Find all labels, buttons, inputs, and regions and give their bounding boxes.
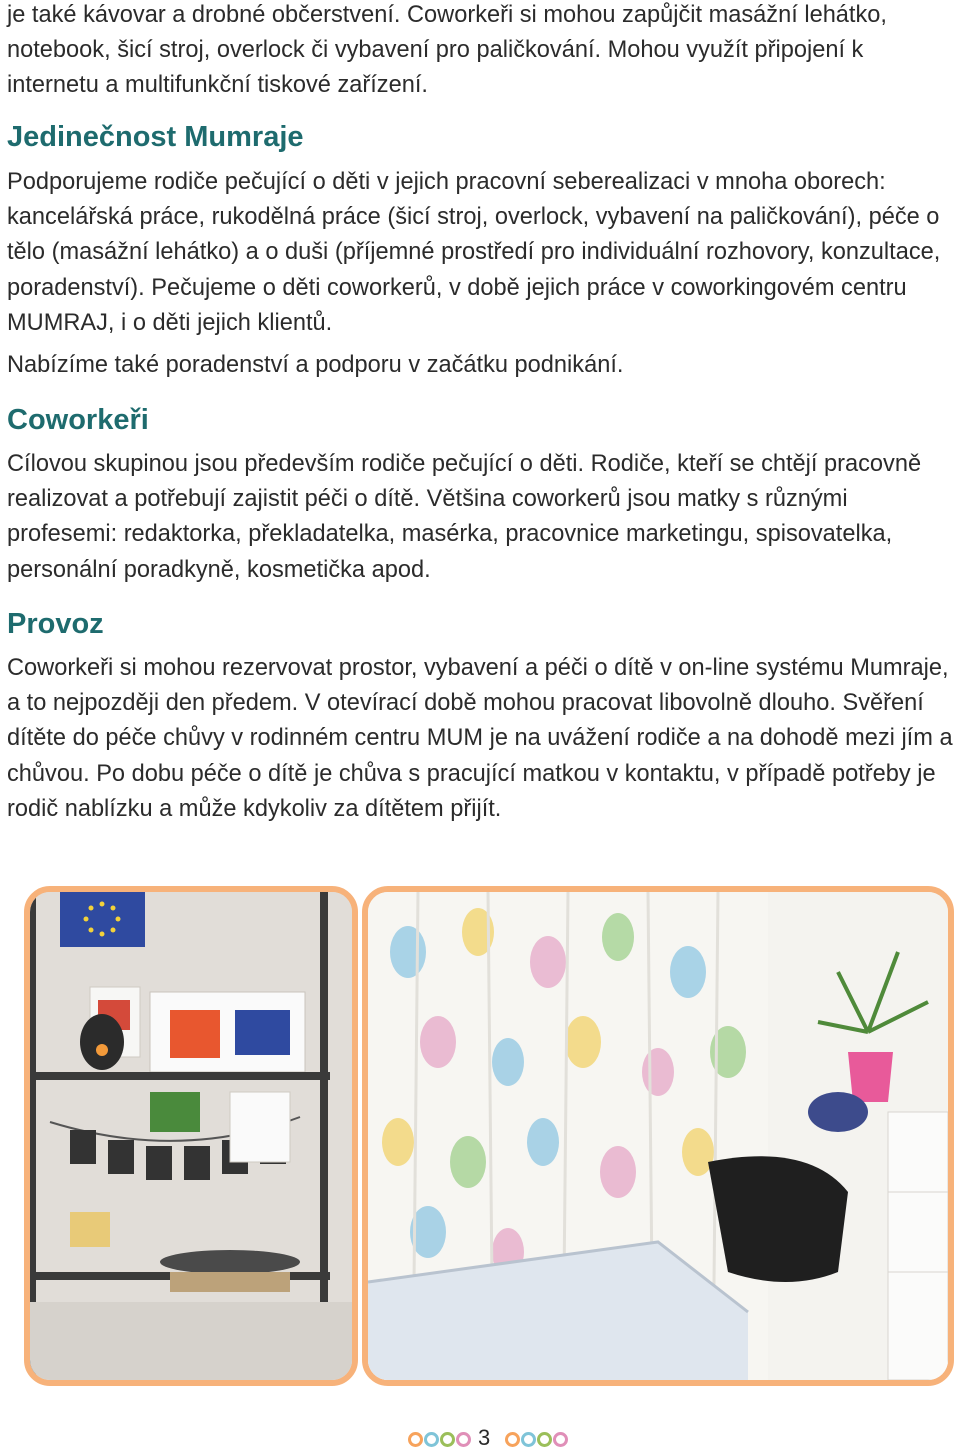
footer-dot-icon (440, 1432, 455, 1447)
paragraph-jedinecnost: Podporujeme rodiče pečující o děti v jejich pracovní seberealizaci v mnoha oborech: kancelářská práce, rukodělná práce (šicí stroj, overlock, vybavení na paličkování), péče o tělo (masážní lehátko) a o duši (příjemné prostředí pro individuální rozhovory, konzultace, poradenství). Pečujeme o děti coworkerů, v době jejich práce v coworkingovém centru MUMRAJ, i o děti jejich klientů. (7, 169, 941, 336)
paragraph-jedinecnost-poradenstvi: Nabízíme také poradenství a podporu v začátku podnikání. (7, 352, 624, 378)
page-number: 3 (478, 1425, 491, 1450)
heading-coworkeri: Coworkeři (7, 404, 149, 436)
eu-flag-icon (60, 892, 145, 947)
footer-dot-icon (456, 1432, 471, 1447)
footer-dot-icon (424, 1432, 439, 1447)
shelf-with-posters-photo (24, 886, 358, 1386)
footer-dot-icon (537, 1432, 552, 1447)
footer-dot-icon (553, 1432, 568, 1447)
heading-provoz: Provoz (7, 608, 104, 640)
footer-dot-icon (521, 1432, 536, 1447)
shelf-scene-image (30, 892, 352, 1380)
massage-room-image (368, 892, 948, 1380)
footer-dots-left (408, 1432, 472, 1452)
paragraph-provoz: Coworkeři si mohou rezervovat prostor, vybavení a péči o dítě v on-line systému Mumraje, a to nejpozději den předem. V otevírací době mohou pracovat libovolně dlouho. Svěření dítěte do péče chůvy v rodinném centru MUM je na uvážení rodiče a na dohodě mezi jím a chůvou. Po dobu péče o dítě je chůva s pracující matkou v kontaktu, v případě potřeby je rodič nablízku a může kdykoliv za dítětem přijít. (7, 655, 953, 822)
flower-pot (848, 1052, 893, 1102)
paragraph-coworkeri: Cílovou skupinou jsou především rodiče pečující o děti. Rodiče, kteří se chtějí pracovně realizovat a potřebují zajistit péči o dítě. Většina coworkerů jsou matky s různými profesemi: redaktorka, překladatelka, masérka, pracovnice marketingu, spisovatelka, personální poradkyně, kosmetička apod. (7, 451, 922, 583)
heading-jedinecnost: Jedinečnost Mumraje (7, 121, 304, 153)
page-footer (0, 1422, 960, 1456)
black-chair (708, 1156, 848, 1282)
intro-paragraph: je také kávovar a drobné občerstvení. Coworkeři si mohou zapůjčit masážní lehátko, notebook, šicí stroj, overlock či vybavení pro paličkování. Mohou využít připojení k internetu a multifunkční tiskové zařízení. (7, 2, 887, 99)
footer-dot-icon (505, 1432, 520, 1447)
footer-dots-right (505, 1432, 569, 1452)
massage-room-photo (362, 886, 954, 1386)
footer-dot-icon (408, 1432, 423, 1447)
